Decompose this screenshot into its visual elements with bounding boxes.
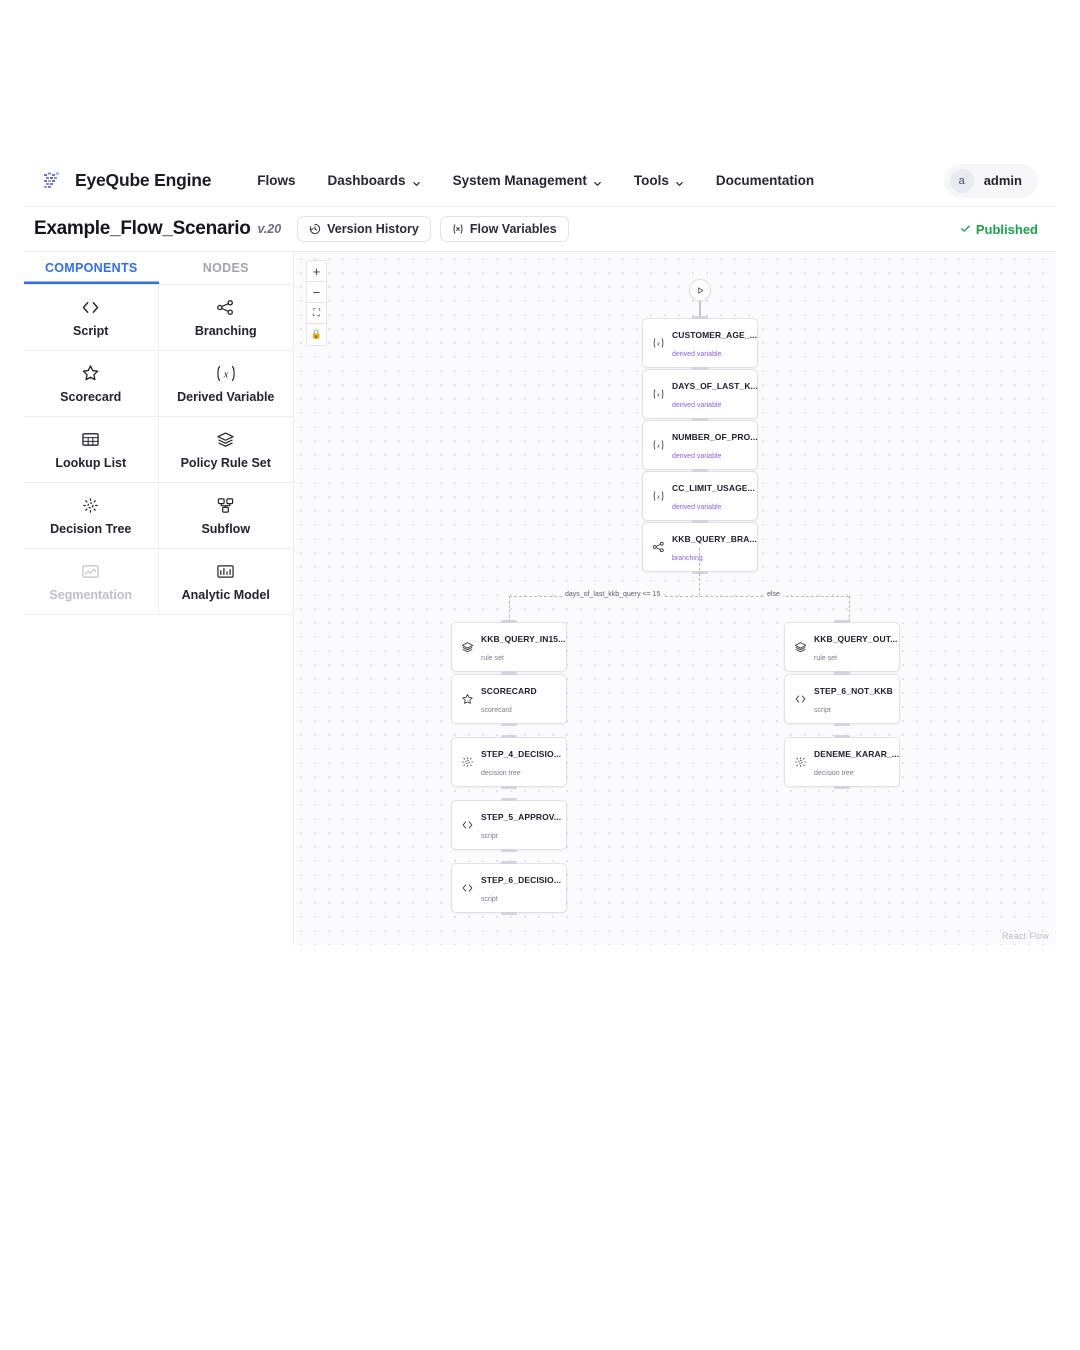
node-text	[481, 744, 562, 780]
chevron-down-icon	[675, 176, 684, 185]
nav-item-tools[interactable]	[634, 173, 684, 188]
palette-item-label: Decision Tree	[50, 521, 132, 536]
flow-canvas[interactable]	[294, 252, 1056, 945]
edge	[509, 596, 510, 622]
node-title: STEP_6_DECISIO...	[481, 875, 562, 885]
palette-item-subflow[interactable]	[159, 483, 294, 549]
node-text	[481, 681, 558, 717]
palette-item-label: Segmentation	[49, 587, 133, 602]
nav-item-label: System Management	[452, 173, 587, 188]
palette-item-branching[interactable]	[159, 285, 294, 351]
node-title: STEP_6_NOT_KKB	[814, 686, 893, 696]
sidebar	[24, 252, 294, 945]
palette-item-label: Script	[73, 323, 109, 338]
node-text	[814, 629, 898, 665]
star-icon	[81, 364, 100, 383]
tab-label: NODES	[202, 261, 249, 275]
node-text	[481, 807, 562, 843]
brand-logo[interactable]	[44, 170, 211, 191]
status-label: Published	[975, 221, 1038, 237]
node-handle-bottom[interactable]	[501, 723, 517, 726]
node-derived-customer-age[interactable]	[642, 318, 758, 368]
branch-icon	[651, 541, 665, 553]
node-subtitle: script	[481, 896, 498, 903]
chevron-down-icon	[412, 176, 421, 185]
decision-tree-icon	[793, 756, 807, 768]
edge	[699, 548, 700, 596]
node-title: NUMBER_OF_PRO...	[672, 432, 758, 442]
edge	[849, 596, 850, 622]
brand-name: EyeQube Engine	[75, 170, 212, 190]
node-handle-top[interactable]	[834, 672, 850, 675]
user-name: admin	[983, 173, 1022, 188]
nav-item-label: Dashboards	[327, 173, 406, 188]
app-window	[24, 155, 1056, 945]
node-title: KKB_QUERY_BRA...	[672, 534, 757, 544]
node-handle-top[interactable]	[692, 520, 708, 523]
component-palette	[24, 285, 293, 615]
node-handle-top[interactable]	[501, 861, 517, 864]
tab-label: COMPONENTS	[44, 261, 138, 275]
node-subtitle: decision tree	[814, 770, 854, 777]
node-title: KKB_QUERY_IN15...	[481, 634, 566, 644]
top-navigation-bar	[24, 155, 1056, 207]
layers-icon	[793, 641, 807, 653]
node-title: KKB_QUERY_OUT...	[814, 634, 898, 644]
palette-item-decision-tree[interactable]	[24, 483, 159, 549]
nav-item-label: Flows	[257, 173, 296, 188]
palette-item-script[interactable]	[24, 285, 159, 351]
zoom-in-button[interactable]: +	[307, 261, 326, 282]
node-handle-bottom[interactable]	[501, 912, 517, 915]
decision-tree-icon	[460, 756, 474, 768]
node-handle-top[interactable]	[692, 316, 708, 319]
node-text	[672, 427, 758, 463]
variable-icon	[651, 439, 665, 451]
table-icon	[81, 430, 100, 449]
node-handle-bottom[interactable]	[834, 786, 850, 789]
nav-right	[944, 164, 1038, 198]
node-ruleset-kkb-query-out[interactable]	[784, 622, 900, 672]
nav-items	[257, 173, 814, 188]
node-derived-cc-limit-usage[interactable]	[642, 471, 758, 521]
node-subtitle: decision tree	[481, 770, 521, 777]
node-script-step5-approve[interactable]	[451, 800, 567, 850]
flow-header	[24, 207, 1056, 252]
node-text	[481, 629, 566, 665]
variable-icon	[214, 364, 238, 383]
node-handle-top[interactable]	[834, 735, 850, 738]
nav-item-dashboards[interactable]	[328, 173, 421, 188]
node-decision-step4[interactable]	[451, 737, 567, 787]
variable-icon	[651, 490, 665, 502]
star-icon	[460, 693, 474, 705]
node-title: CC_LIMIT_USAGE...	[672, 483, 755, 493]
node-subtitle: scorecard	[481, 707, 512, 714]
node-text	[481, 870, 562, 906]
palette-item-segmentation	[24, 549, 159, 615]
code-icon	[460, 882, 474, 894]
flow-variables-label: Flow Variables	[469, 222, 557, 236]
node-text	[814, 744, 900, 780]
status-badge	[960, 222, 1038, 237]
palette-item-label: Policy Rule Set	[180, 455, 271, 470]
version-history-label: Version History	[327, 222, 419, 236]
palette-item-label: Analytic Model	[181, 587, 270, 602]
node-ruleset-kkb-query-in15[interactable]	[451, 622, 567, 672]
zoom-out-button[interactable]: −	[307, 282, 326, 303]
page-title: Example_Flow_Scenario	[34, 218, 251, 239]
check-icon	[960, 222, 971, 237]
variable-icon	[452, 223, 464, 235]
node-subtitle: rule set	[814, 655, 837, 662]
node-subtitle: rule set	[481, 655, 504, 662]
node-text	[672, 376, 758, 412]
edge	[509, 596, 849, 597]
node-decision-deneme-karar[interactable]	[784, 737, 900, 787]
variable-icon	[651, 388, 665, 400]
node-handle-top[interactable]	[501, 798, 517, 801]
flow-start-node[interactable]	[689, 279, 711, 301]
palette-item-label: Derived Variable	[177, 389, 275, 404]
node-title: STEP_5_APPROV...	[481, 812, 562, 822]
node-subtitle: script	[481, 833, 498, 840]
body	[24, 252, 1056, 945]
palette-item-policy-rule-set[interactable]	[159, 417, 294, 483]
node-title: SCORECARD	[481, 686, 537, 696]
flow-version: v.20	[257, 222, 282, 236]
react-flow-attribution[interactable]: React Flow	[1001, 931, 1049, 941]
node-derived-days-of-last-kkb[interactable]	[642, 369, 758, 419]
nav-item-flows[interactable]	[257, 173, 295, 188]
node-title: DAYS_OF_LAST_K...	[672, 381, 758, 391]
node-scorecard[interactable]	[451, 674, 567, 724]
palette-item-lookup-list[interactable]	[24, 417, 159, 483]
node-subtitle: derived variable	[672, 453, 722, 460]
code-icon	[80, 298, 101, 317]
code-icon	[460, 819, 474, 831]
svg-text:x: x	[656, 391, 660, 399]
node-subtitle: script	[814, 707, 831, 714]
subflow-icon	[216, 496, 235, 515]
node-handle-top[interactable]	[501, 620, 517, 623]
edge-label-true: days_of_last_kkb_query <= 15	[562, 591, 663, 598]
segmentation-icon	[81, 562, 100, 581]
nav-item-documentation[interactable]	[716, 173, 814, 188]
palette-item-label: Lookup List	[55, 455, 127, 470]
avatar: a	[950, 169, 974, 193]
node-text	[672, 529, 757, 565]
node-script-step6-decision[interactable]	[451, 863, 567, 913]
nav-item-system-management[interactable]	[453, 173, 602, 188]
user-menu[interactable]	[944, 164, 1038, 198]
nav-item-label: Documentation	[715, 173, 815, 188]
node-text	[814, 681, 891, 717]
sidebar-tabs	[24, 252, 293, 285]
node-handle-top[interactable]	[501, 735, 517, 738]
eyeqube-logo-icon	[44, 172, 68, 189]
tab-components[interactable]	[24, 252, 159, 284]
node-text	[672, 478, 755, 514]
lock-button[interactable]: 🔒	[310, 329, 323, 339]
palette-item-derived-variable[interactable]	[159, 351, 294, 417]
node-text	[672, 325, 758, 361]
svg-text:x: x	[656, 340, 660, 348]
node-handle-bottom[interactable]	[501, 786, 517, 789]
palette-item-label: Scorecard	[60, 389, 122, 404]
svg-text:x: x	[656, 442, 660, 450]
palette-item-analytic-model[interactable]	[159, 549, 294, 615]
node-title: DENEME_KARAR_...	[814, 749, 900, 759]
svg-text:x: x	[656, 493, 660, 501]
node-title: CUSTOMER_AGE_...	[672, 330, 758, 340]
fit-view-button[interactable]: ⛶	[307, 303, 326, 324]
flow-variables-button[interactable]	[440, 216, 569, 242]
analytic-model-icon	[216, 562, 235, 581]
nav-item-label: Tools	[633, 173, 669, 188]
node-handle-top[interactable]	[692, 367, 708, 370]
node-handle-top[interactable]	[692, 418, 708, 421]
layers-icon	[216, 430, 235, 449]
palette-item-scorecard[interactable]	[24, 351, 159, 417]
code-icon	[793, 693, 807, 705]
play-icon	[696, 286, 705, 295]
history-icon	[309, 223, 321, 235]
node-handle-bottom[interactable]	[834, 723, 850, 726]
variable-icon	[651, 337, 665, 349]
version-history-button[interactable]	[297, 216, 431, 242]
palette-item-label: Subflow	[201, 521, 251, 536]
branch-icon	[216, 298, 235, 317]
palette-item-label: Branching	[194, 323, 257, 338]
node-derived-number-of-products[interactable]	[642, 420, 758, 470]
node-handle-top[interactable]	[501, 672, 517, 675]
node-handle-top[interactable]	[834, 620, 850, 623]
node-subtitle: derived variable	[672, 351, 722, 358]
decision-tree-icon	[81, 496, 100, 515]
node-subtitle: derived variable	[672, 504, 722, 511]
chevron-down-icon	[593, 176, 602, 185]
node-script-step6-not-kkb[interactable]	[784, 674, 900, 724]
layers-icon	[460, 641, 474, 653]
node-handle-top[interactable]	[692, 469, 708, 472]
node-handle-bottom[interactable]	[501, 849, 517, 852]
svg-text:x: x	[223, 369, 229, 381]
node-title: STEP_4_DECISIO...	[481, 749, 562, 759]
tab-nodes[interactable]	[159, 252, 294, 284]
node-subtitle: derived variable	[672, 402, 722, 409]
canvas-controls	[306, 260, 327, 346]
node-subtitle: branching	[672, 555, 703, 562]
edge-label-else: else	[764, 591, 783, 598]
